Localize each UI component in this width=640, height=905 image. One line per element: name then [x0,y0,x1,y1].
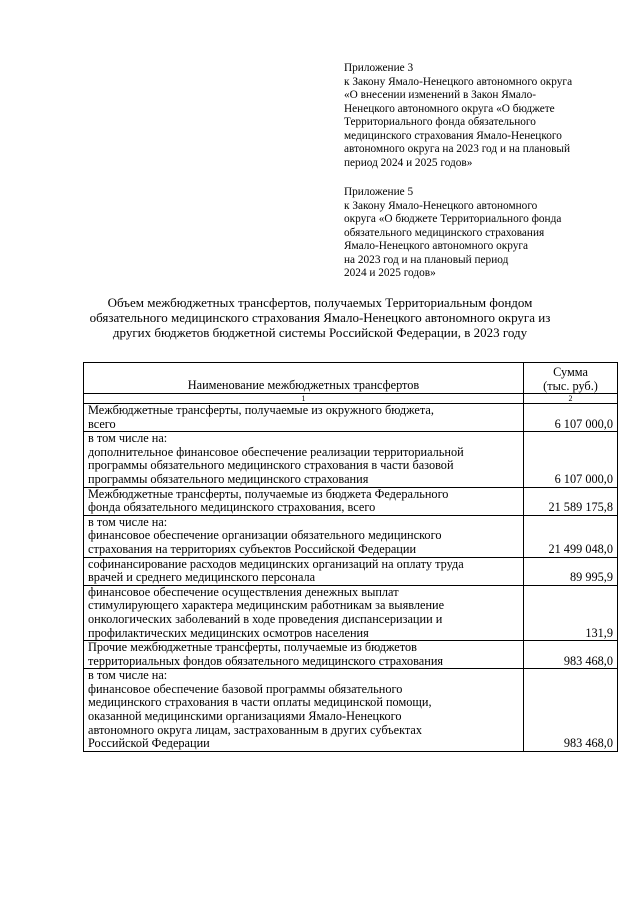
table-row [84,557,618,585]
appendix-3-line: период 2024 и 2025 годов» [344,156,473,169]
table-row [84,432,618,487]
transfer-name-line: профилактических медицинских осмотров населения [88,625,369,640]
document-title [80,295,560,341]
transfer-amount: 89 995,9 [524,557,618,585]
transfer-amount: 983 468,0 [524,641,618,669]
transfer-name [84,557,524,585]
transfer-amount: 6 107 000,0 [524,432,618,487]
transfers-table [83,362,618,752]
transfer-name-line: Прочие межбюджетные трансферты, получаемые из бюджетов [88,640,417,655]
table-row [84,669,618,752]
transfer-name [84,585,524,640]
header-sum-line: Сумма [553,365,588,379]
table-row [84,515,618,557]
transfer-name-line: в том числе на: [88,668,168,683]
document-title-line: обязательного медицинского страхования Ямало-Ненецкого автономного округа из [89,310,551,326]
appendix-3-line: Приложение 3 [344,62,414,74]
transfer-name-line: стимулирующего характера медицинским работникам за выявление [88,598,445,613]
transfer-name-line: финансовое обеспечение организации обязательного медицинского [88,528,442,543]
appendix-3-line: «О внесении изменений в Закон Ямало- [344,89,536,101]
transfer-name-line: в том числе на: [88,514,168,529]
transfer-name-line: территориальных фондов обязательного медицинского страхования [88,653,444,668]
transfer-name-line: оказанной медицинскими организациями Ямало-Ненецкого [88,709,402,724]
transfer-name [84,515,524,557]
transfer-name [84,432,524,487]
table-row [84,487,618,515]
transfer-amount: 6 107 000,0 [524,404,618,432]
transfer-name [84,641,524,669]
column-number-2: 2 [524,394,618,404]
transfer-name-line: фонда обязательного медицинского страхования, всего [88,500,376,515]
appendix-5-line: к Закону Ямало-Ненецкого автономного [344,199,538,212]
table-row [84,404,618,432]
transfer-name [84,669,524,752]
appendix-3-caption [344,62,612,170]
transfer-name-line: страхования на территориях субъектов Российской Федерации [88,541,417,556]
appendix-3-line: Территориального фонда обязательного [344,116,536,128]
table-row [84,585,618,640]
transfer-name [84,404,524,432]
header-sum-unit: (тыс. руб.) [543,378,598,393]
appendix-3-line: Ненецкого автономного округа «О бюджете [344,102,555,115]
transfer-name-line: автономного округа лицам, застрахованным в других субъектах [88,722,423,737]
appendix-3-line: медицинского страхования Ямало-Ненецкого [344,129,562,142]
appendix-5-line: Приложение 5 [344,186,414,198]
table-header-row [84,363,618,394]
transfer-name-line: в том числе на: [88,431,168,446]
transfer-amount: 983 468,0 [524,669,618,752]
table-row [84,641,618,669]
header-sum [524,363,618,394]
transfer-name-line: финансовое обеспечение осуществления денежных выплат [88,584,399,599]
header-transfer-name: Наименование межбюджетных трансфертов [84,363,524,394]
appendix-3-line: к Закону Ямало-Ненецкого автономного округа [344,75,573,88]
document-title-line: Объем межбюджетных трансфертов, получаемых Территориальным фондом [107,295,533,310]
transfer-name-line: всего [88,416,116,431]
column-number-row [84,394,618,404]
transfer-amount: 131,9 [524,585,618,640]
transfer-name-line: программы обязательного медицинского страхования в части базовой [88,458,454,473]
transfer-name-line: дополнительное финансовое обеспечение реализации территориальной [88,444,464,459]
transfer-name-line: медицинского страхования в части оплаты медицинской помощи, [88,695,432,710]
transfer-name-line: онкологических заболеваний в ходе проведения диспансеризации и [88,611,443,626]
transfer-name-line: финансовое обеспечение базовой программы обязательного [88,681,403,696]
transfer-name-line: Российской Федерации [88,736,210,751]
transfer-name-line: программы обязательного медицинского страхования [88,471,369,486]
appendix-5-line: Ямало-Ненецкого автономного округа [344,240,529,252]
appendix-5-line: округа «О бюджете Территориального фонда [344,213,562,225]
appendix-5-line: на 2023 год и на плановый период [344,253,509,266]
transfer-amount: 21 589 175,8 [524,487,618,515]
appendix-5-line: обязательного медицинского страхования [344,226,545,239]
appendix-5-line: 2024 и 2025 годов» [344,267,436,279]
appendix-3-line: автономного округа на 2023 год и на плановый [344,143,571,155]
document-title-line: других бюджетов бюджетной системы Российской Федерации, в 2023 году [112,325,528,341]
transfer-name-line: софинансирование расходов медицинских организаций на оплату труда [88,556,464,571]
transfer-amount: 21 499 048,0 [524,515,618,557]
column-number-1: 1 [84,394,524,404]
transfer-name-line: Межбюджетные трансферты, получаемые из бюджета Федерального [88,486,449,501]
transfer-name [84,487,524,515]
transfer-name-line: Межбюджетные трансферты, получаемые из окружного бюджета, [88,403,434,417]
transfer-name-line: врачей и среднего медицинского персонала [88,570,316,585]
appendix-5-caption [344,186,612,281]
